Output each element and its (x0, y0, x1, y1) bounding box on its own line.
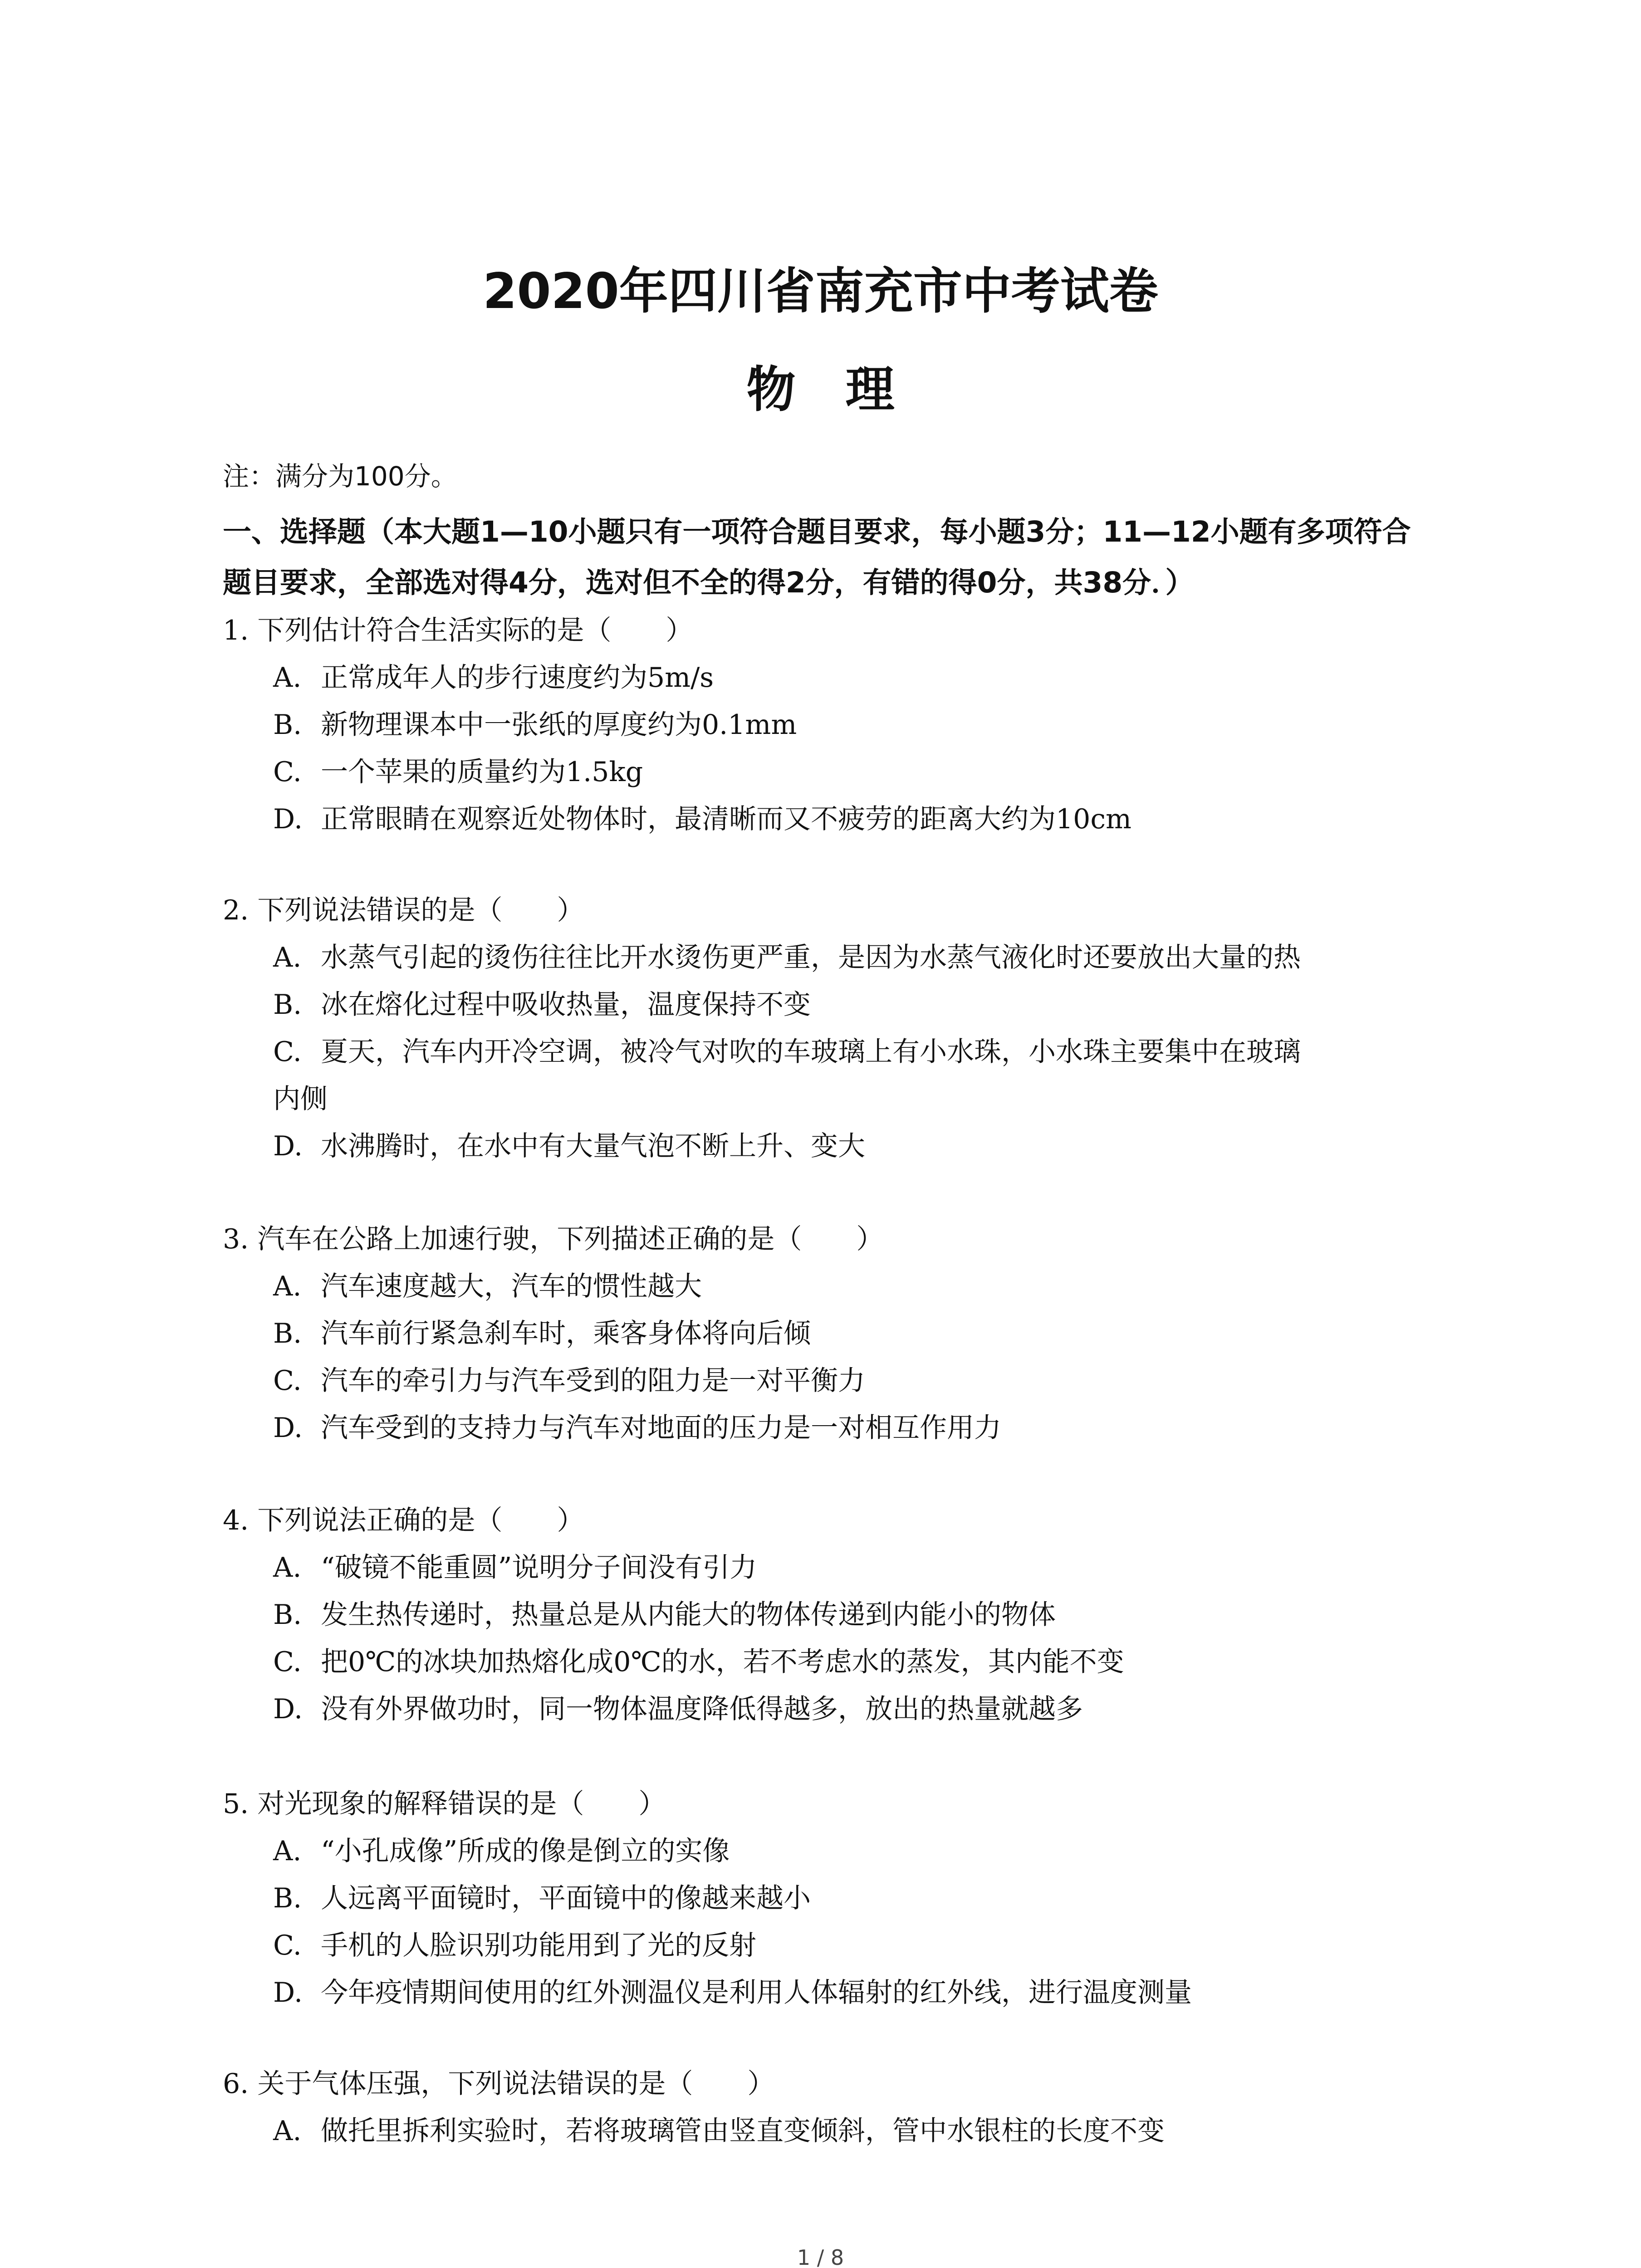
option-text: 人远离平面镜时，平面镜中的像越来越小 (321, 1882, 811, 1914)
option-text: 一个苹果的质量约为1.5kg (321, 756, 643, 788)
option-d (223, 1404, 1493, 1452)
option-letter: D. (273, 803, 303, 835)
option-text: 手机的人脸识别功能用到了光的反射 (321, 1930, 756, 1961)
option-text: 做托里拆利实验时，若将玻璃管由竖直变倾斜，管中水银柱的长度不变 (321, 2115, 1165, 2147)
option-a (223, 934, 1493, 981)
option-letter: B. (273, 709, 302, 741)
question-stem: 2. 下列说法错误的是（ ） (223, 894, 584, 926)
score-note: 注：满分为100分。 (223, 461, 457, 492)
option-d (223, 1123, 1493, 1170)
option-text: 汽车前行紧急刹车时，乘客身体将向后倾 (321, 1318, 811, 1349)
option-text (273, 1028, 1419, 1123)
option-text: 汽车的牵引力与汽车受到的阻力是一对平衡力 (321, 1365, 865, 1397)
question-4 (223, 1497, 1493, 1733)
question-stem: 5. 对光现象的解释错误的是（ ） (223, 1788, 666, 1820)
option-c (223, 1357, 1493, 1404)
option-letter: B. (273, 1318, 302, 1349)
option-text: 正常眼睛在观察近处物体时，最清晰而又不疲劳的距离大约为10cm (321, 803, 1132, 835)
option-letter: C. (273, 1930, 302, 1961)
option-text: 水蒸气引起的烫伤往往比开水烫伤更严重，是因为水蒸气液化时还要放出大量的热 (321, 942, 1301, 973)
option-letter: C. (273, 1036, 302, 1068)
option-letter: A. (273, 2115, 302, 2147)
option-a (223, 2107, 1493, 2155)
option-letter: A. (273, 1552, 302, 1584)
question-stem: 1. 下列估计符合生活实际的是（ ） (223, 615, 693, 646)
option-text: 汽车速度越大，汽车的惯性越大 (321, 1271, 702, 1302)
option-d (223, 1686, 1493, 1733)
option-text: 正常成年人的步行速度约为5m/s (321, 662, 714, 694)
option-a (223, 1828, 1493, 1875)
question-stem: 3. 汽车在公路上加速行驶，下列描述正确的是（ ） (223, 1223, 884, 1255)
option-letter: D. (273, 1130, 303, 1162)
option-letter: D. (273, 1693, 303, 1725)
option-text: 把0℃的冰块加热熔化成0℃的水，若不考虑水的蒸发，其内能不变 (321, 1646, 1124, 1678)
option-a (223, 1544, 1493, 1591)
option-letter: B. (273, 989, 302, 1021)
option-letter: C. (273, 1646, 302, 1678)
option-letter: D. (273, 1412, 303, 1444)
question-stem: 6. 关于气体压强，下列说法错误的是（ ） (223, 2068, 775, 2100)
section-heading-line-1: 一、选择题（本大题1—10小题只有一项符合题目要求，每小题3分；11—12小题有多项符合 (223, 515, 1411, 548)
option-letter: A. (273, 1271, 302, 1302)
page-number: 1 / 8 (797, 2245, 844, 2268)
option-letter: A. (273, 942, 302, 973)
option-d (223, 1969, 1493, 2016)
question-3 (223, 1216, 1493, 1452)
subject-title: 物理 (746, 362, 945, 418)
option-b (223, 1875, 1493, 1922)
option-letter: A. (273, 662, 302, 694)
option-a (223, 654, 1493, 701)
option-letter: B. (273, 1599, 302, 1631)
option-text: 今年疫情期间使用的红外测温仪是利用人体辐射的红外线，进行温度测量 (321, 1977, 1192, 2009)
option-letter: D. (273, 1977, 303, 2009)
option-c (223, 1922, 1493, 1969)
option-c (223, 748, 1493, 796)
option-letter: A. (273, 1835, 302, 1867)
option-a (223, 1263, 1493, 1310)
option-text: “小孔成像”所成的像是倒立的实像 (321, 1835, 730, 1867)
option-b (223, 701, 1493, 748)
question-1 (223, 607, 1493, 843)
option-text: 冰在熔化过程中吸收热量，温度保持不变 (321, 989, 811, 1021)
question-stem: 4. 下列说法正确的是（ ） (223, 1505, 584, 1536)
option-text: “破镜不能重圆”说明分子间没有引力 (321, 1552, 757, 1584)
option-text-line: 夏天，汽车内开冷空调，被冷气对吹的车玻璃上有小水珠，小水珠主要集中在玻璃 (321, 1036, 1301, 1068)
option-letter: C. (273, 1365, 302, 1397)
option-text: 没有外界做功时，同一物体温度降低得越多，放出的热量就越多 (321, 1693, 1083, 1725)
option-b (223, 981, 1493, 1028)
option-c (223, 1028, 1493, 1123)
question-6 (223, 2060, 1493, 2155)
option-letter: B. (273, 1882, 302, 1914)
option-text: 汽车受到的支持力与汽车对地面的压力是一对相互作用力 (321, 1412, 1001, 1444)
option-text: 发生热传递时，热量总是从内能大的物体传递到内能小的物体 (321, 1599, 1056, 1631)
option-text: 新物理课本中一张纸的厚度约为0.1mm (321, 709, 797, 741)
option-text: 水沸腾时，在水中有大量气泡不断上升、变大 (321, 1130, 865, 1162)
option-d (223, 796, 1493, 843)
question-2 (223, 887, 1493, 1170)
option-letter: C. (273, 756, 302, 788)
option-c (223, 1638, 1493, 1686)
option-b (223, 1310, 1493, 1357)
option-text-continuation: 内侧 (273, 1083, 328, 1115)
section-heading-line-2: 题目要求，全部选对得4分，选对但不全的得2分，有错的得0分，共38分．） (223, 566, 1194, 599)
option-b (223, 1591, 1493, 1638)
section-heading (223, 507, 1470, 608)
exam-title: 2020年四川省南充市中考试卷 (483, 263, 1158, 320)
question-5 (223, 1780, 1493, 2016)
